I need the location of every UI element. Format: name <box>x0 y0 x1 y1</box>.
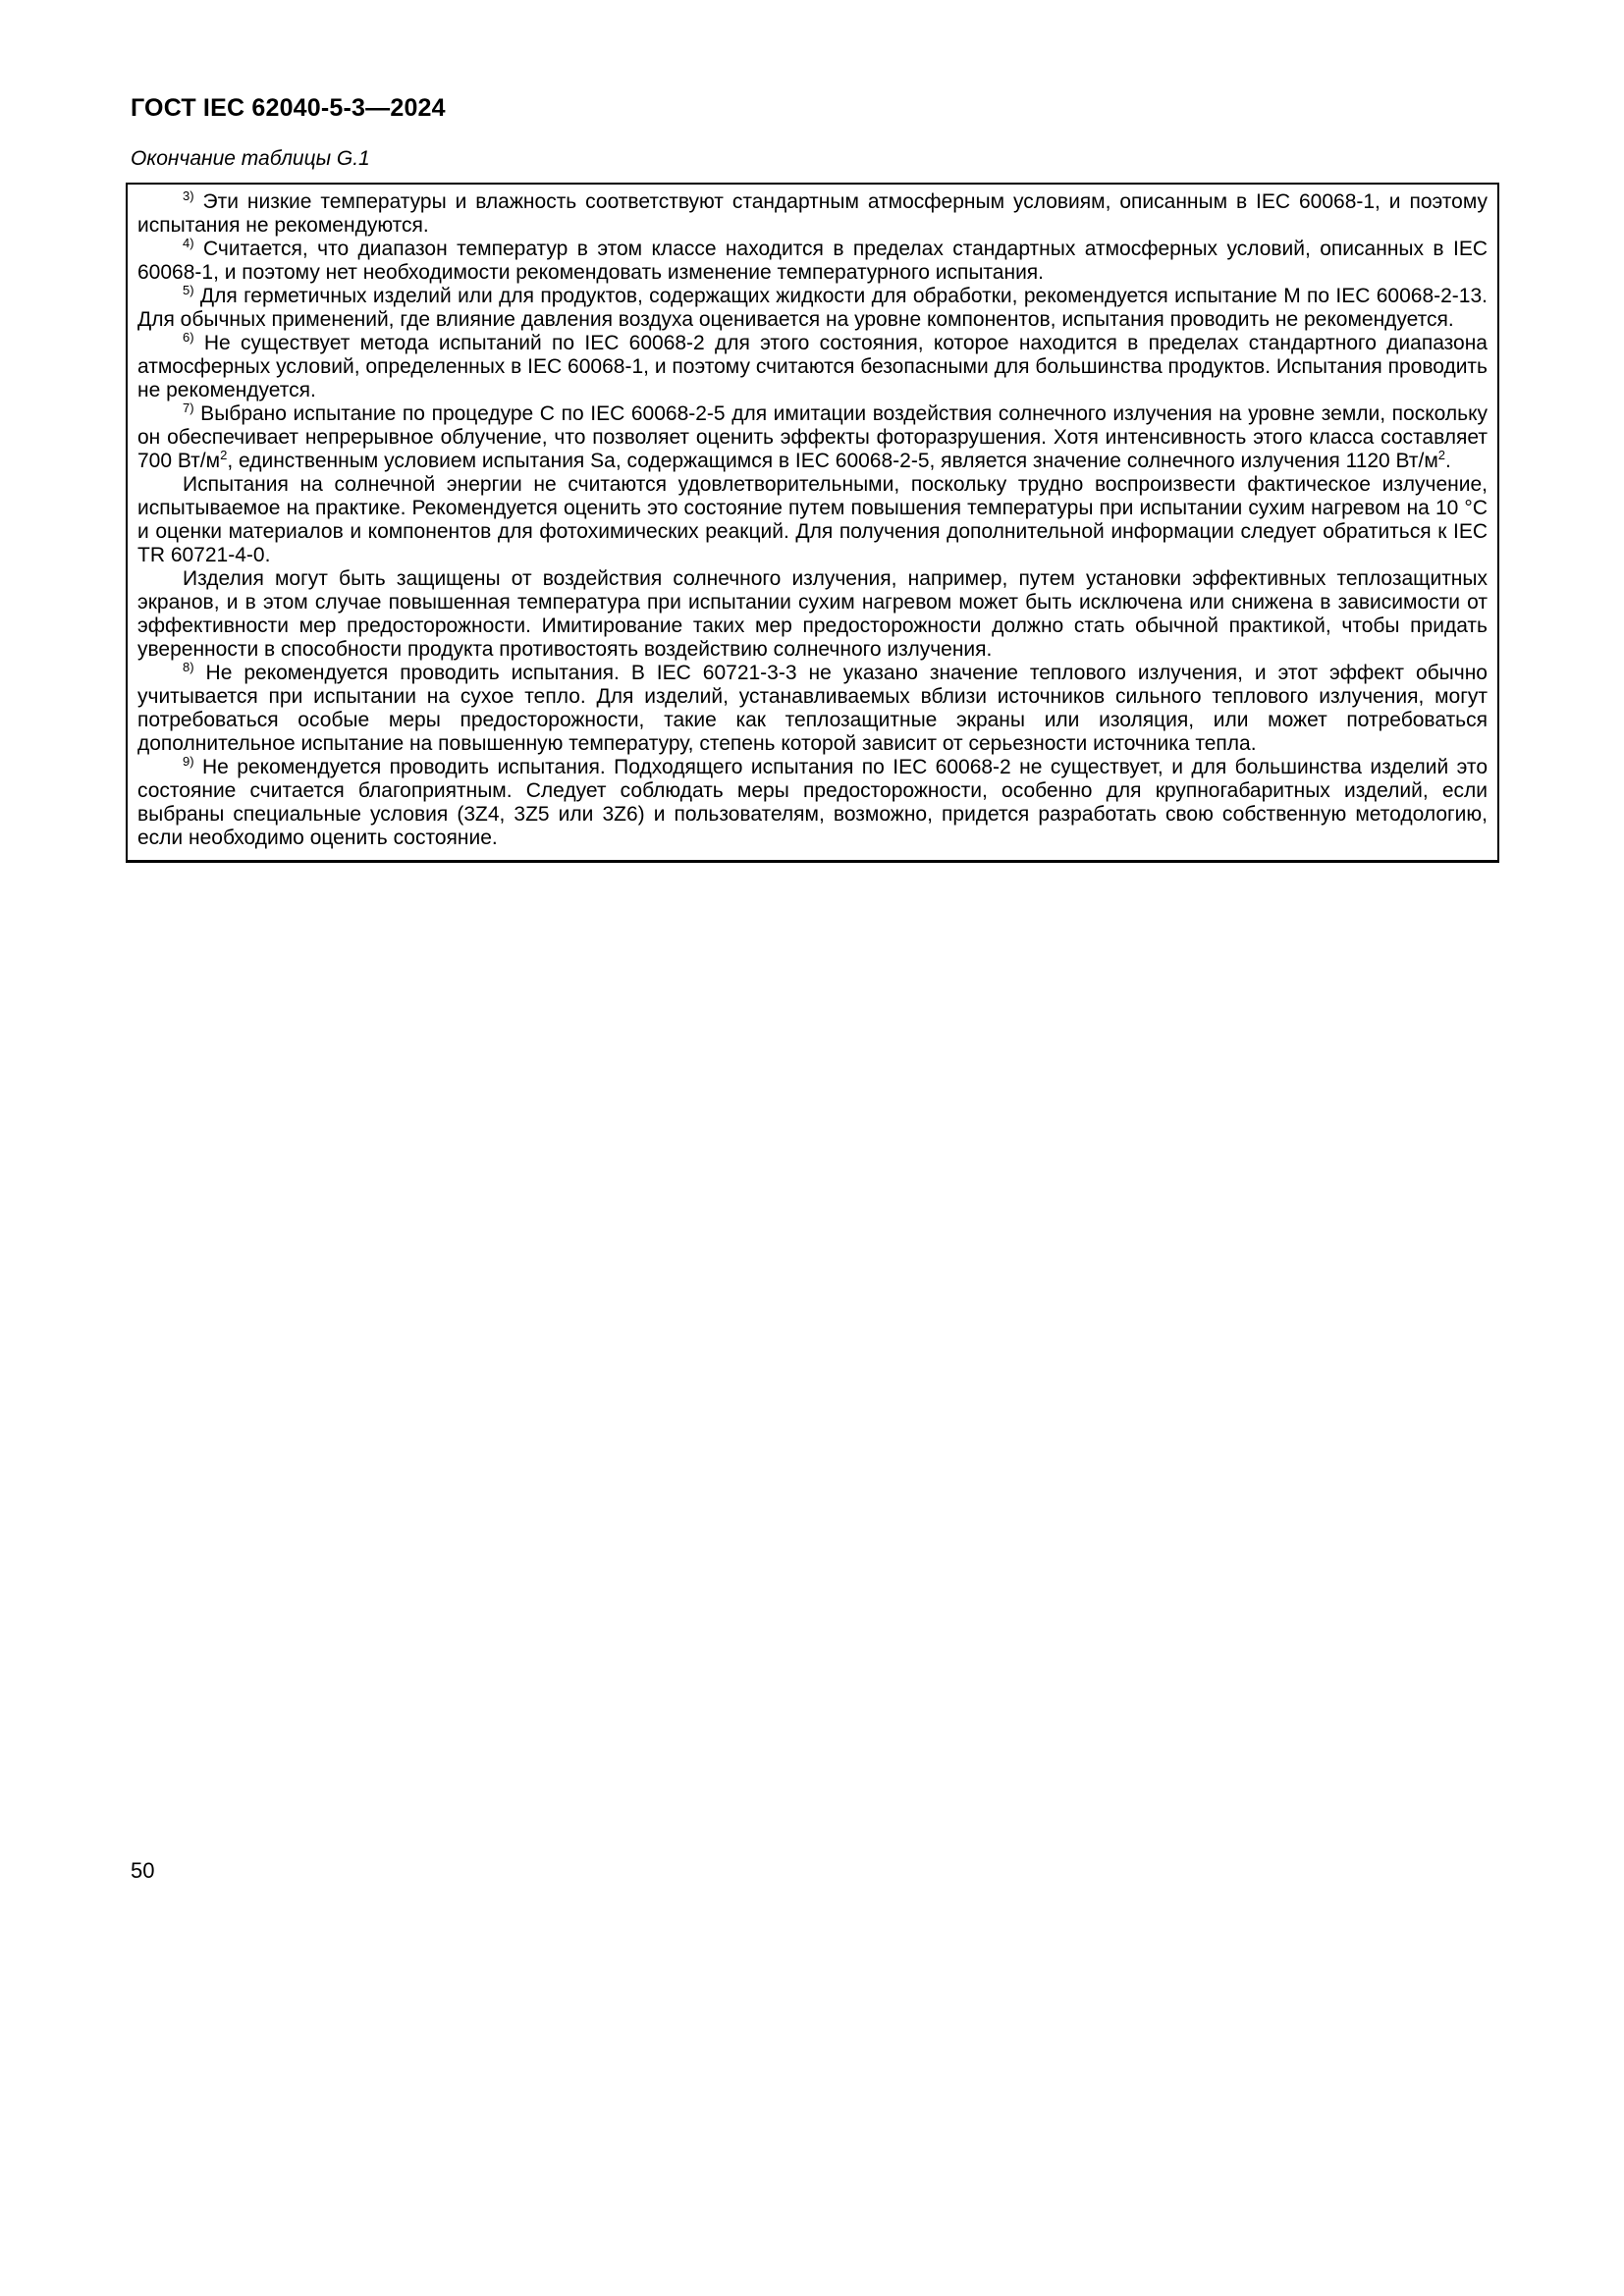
superscript-marker: 2 <box>220 448 228 462</box>
document-title-header: ГОСТ IEC 62040-5-3—2024 <box>131 94 446 122</box>
footnote-paragraph: $^{5)}$ Для герметичных изделий или для продуктов, содержащих жидкости для обработки, рекомендуется испытание М по IEC 60068-2-13. Для обычных применений, где влияние давления воздуха оценивается на уровне компонентов, испытания проводить не рекомендуется. <box>137 283 1488 331</box>
footnote-paragraph: Изделия могут быть защищены от воздействия солнечного излучения, например, путем установки эффективных теплозащитных экранов, и в этом случае повышенная температура при испытании сухим нагревом может быть исключена или снижена в зависимости от эффективности мер предосторожности. Имитирование таких мер предосторожности должно стать обычной практикой, чтобы придать уверенности в способности продукта противостоять воздействию солнечного излучения. <box>137 567 1488 661</box>
footnote-paragraph: $^{9)}$ Не рекомендуется проводить испытания. Подходящего испытания по IEC 60068-2 не существует, и для большинства изделий это состояние считается благоприятным. Следует соблюдать меры предосторожности, особенно для крупногабаритных изделий, если выбраны специальные условия (3Z4, 3Z5 или 3Z6) и пользователям, возможно, придется разработать свою собственную методологию, если необходимо оценить состояние. <box>137 754 1488 849</box>
footnote-paragraph: $^{4)}$ Считается, что диапазон температур в этом классе находится в пределах стандартных атмосферных условий, описанных в IEC 60068-1, и поэтому нет необходимости рекомендовать изменение температурного испытания. <box>137 236 1488 284</box>
page-number: 50 <box>131 1858 155 1883</box>
superscript-marker: 9) <box>183 754 194 769</box>
footnote-paragraph: Испытания на солнечной энергии не считаются удовлетворительными, поскольку трудно воспроизвести фактическое излучение, испытываемое на практике. Рекомендуется оценить это состояние путем повышения температуры при испытании сухим нагревом на 10 °C и оценки материалов и компонентов для фотохимических реакций. Для получения дополнительной информации следует обратиться к IEC TR 60721-4-0. <box>137 473 1488 566</box>
footnote-paragraph: $^{6)}$ Не существует метода испытаний по IEC 60068-2 для этого состояния, которое находится в пределах стандартного диапазона атмосферных условий, определенных в IEC 60068-1, и поэтому считаются безопасными для большинства продуктов. Испытания проводить не рекомендуется. <box>137 330 1488 401</box>
superscript-marker: 3) <box>183 188 194 203</box>
superscript-marker: 4) <box>183 236 194 250</box>
footnote-paragraph: $^{7)}$ Выбрано испытание по процедуре C по IEC 60068-2-5 для имитации воздействия солнечного излучения на уровне земли, поскольку он обеспечивает непрерывное облучение, что позволяет оценить эффекты фоторазрушения. Хотя интенсивность этого класса составляет 700 $Вт/м^2$, единственным условием испытания Sa, содержащимся в IEC 60068-2-5, является значение солнечного излучения 1120 $Вт/м^2$. <box>137 400 1488 472</box>
footnote-paragraph: $^{3)}$ Эти низкие температуры и влажность соответствуют стандартным атмосферным условиям, описанным в IEC 60068-1, и поэтому испытания не рекомендуются. <box>137 188 1488 237</box>
table-footnotes-box <box>126 183 1499 863</box>
superscript-marker: 7) <box>183 400 194 415</box>
footnote-paragraph: $^{8)}$ Не рекомендуется проводить испытания. В IEC 60721-3-3 не указано значение теплового излучения, и этот эффект обычно учитывается при испытании на сухое тепло. Для изделий, устанавливаемых вблизи источников сильного теплового излучения, могут потребоваться особые меры предосторожности, такие как теплозащитные экраны или изоляция, или может потребоваться дополнительное испытание на повышенную температуру, степень которой зависит от серьезности источника тепла. <box>137 660 1488 755</box>
table-continuation-caption: Окончание таблицы G.1 <box>131 147 370 170</box>
superscript-marker: 8) <box>183 660 194 674</box>
superscript-marker: 5) <box>183 283 194 297</box>
superscript-marker: 6) <box>183 330 194 345</box>
superscript-marker: 2 <box>1437 448 1446 462</box>
